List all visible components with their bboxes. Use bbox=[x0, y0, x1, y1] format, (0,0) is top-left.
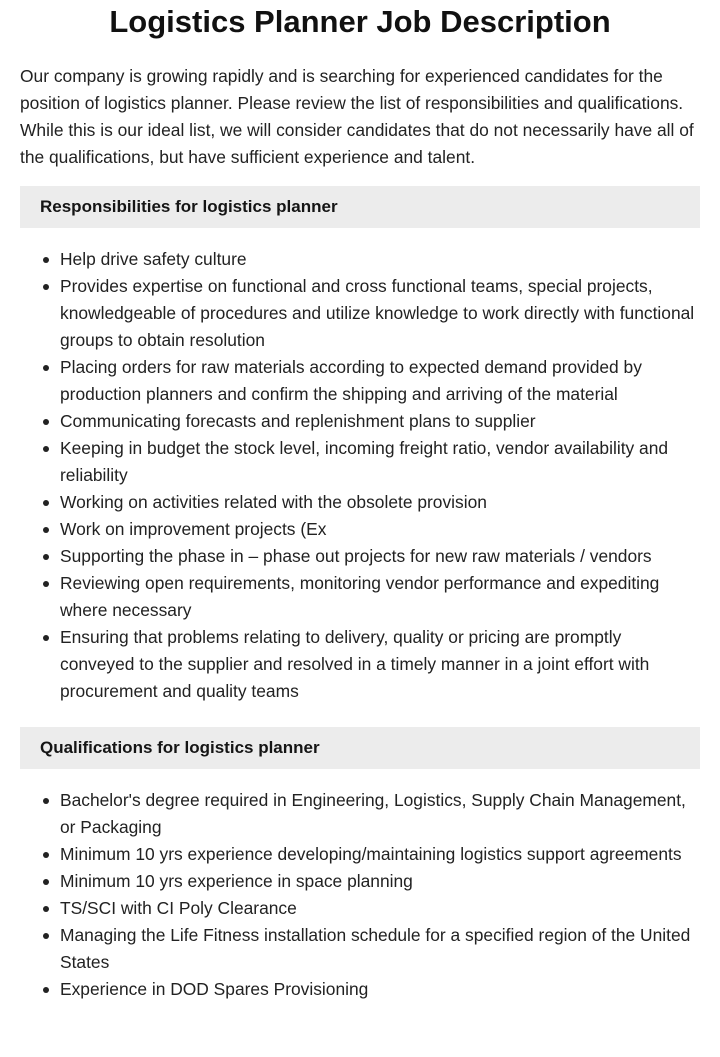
list-item: Minimum 10 yrs experience in space planning bbox=[60, 868, 700, 895]
list-item: TS/SCI with CI Poly Clearance bbox=[60, 895, 700, 922]
list-item: Managing the Life Fitness installation schedule for a specified region of the United States bbox=[60, 922, 700, 976]
responsibilities-list bbox=[20, 246, 700, 705]
list-item: Reviewing open requirements, monitoring vendor performance and expediting where necessary bbox=[60, 570, 700, 624]
list-item: Keeping in budget the stock level, incoming freight ratio, vendor availability and reliability bbox=[60, 435, 700, 489]
list-item: Experience in DOD Spares Provisioning bbox=[60, 976, 700, 1003]
qualifications-heading: Qualifications for logistics planner bbox=[20, 727, 700, 769]
list-item: Work on improvement projects (Ex bbox=[60, 516, 700, 543]
list-item: Bachelor's degree required in Engineering, Logistics, Supply Chain Management, or Packaging bbox=[60, 787, 700, 841]
qualifications-list bbox=[20, 787, 700, 1003]
intro-paragraph: Our company is growing rapidly and is searching for experienced candidates for the position of logistics planner. Please review the list of responsibilities and qualifications. While this is our ideal list, we will consider candidates that do not necessarily have all of the qualifications, but have sufficient experience and talent. bbox=[20, 66, 694, 167]
responsibilities-heading: Responsibilities for logistics planner bbox=[20, 186, 700, 228]
list-item: Supporting the phase in – phase out projects for new raw materials / vendors bbox=[60, 543, 700, 570]
list-item: Communicating forecasts and replenishment plans to supplier bbox=[60, 408, 700, 435]
page-title: Logistics Planner Job Description bbox=[109, 4, 611, 39]
list-item: Provides expertise on functional and cross functional teams, special projects, knowledgeable of procedures and utilize knowledge to work directly with functional groups to obtain resolution bbox=[60, 273, 700, 354]
list-item: Minimum 10 yrs experience developing/maintaining logistics support agreements bbox=[60, 841, 700, 868]
list-item: Placing orders for raw materials according to expected demand provided by production planners and confirm the shipping and arriving of the material bbox=[60, 354, 700, 408]
list-item: Ensuring that problems relating to delivery, quality or pricing are promptly conveyed to the supplier and resolved in a timely manner in a joint effort with procurement and quality teams bbox=[60, 624, 700, 705]
list-item: Help drive safety culture bbox=[60, 246, 700, 273]
list-item: Working on activities related with the obsolete provision bbox=[60, 489, 700, 516]
